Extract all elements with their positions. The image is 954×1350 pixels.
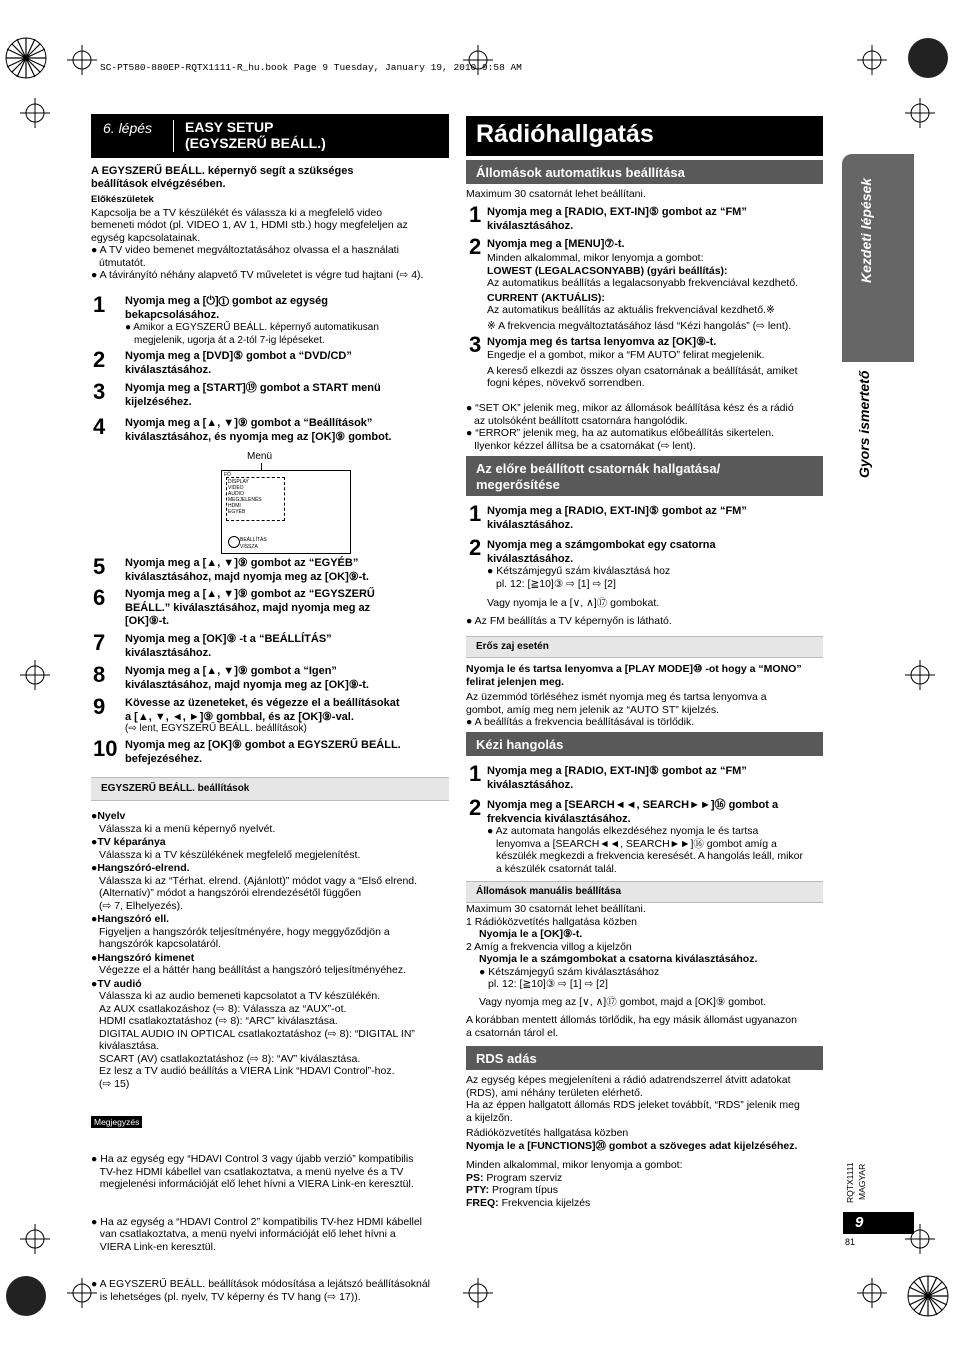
step-6-number: 6 xyxy=(93,585,106,610)
step-9-text: Kövesse az üzeneteket, és végezze el a beállításokat a [▲, ▼, ◄, ►]⑨ gombbal, és az [OK]⑨-val. xyxy=(125,697,400,723)
step-8-text: Nyomja meg a [▲, ▼]⑨ gombot a “Igen” kiválasztásához, majd nyomja meg az [OK]⑨-t. xyxy=(125,665,369,691)
step-4-number: 4 xyxy=(93,414,106,439)
step-heading-bar xyxy=(91,114,449,158)
step-5-text: Nyomja meg a [▲, ▼]⑨ gombot az “EGYÉB” kiválasztásához, majd nyomja meg az [OK]⑨-t. xyxy=(125,557,369,583)
preset-step-2-text: Nyomja meg a számgombokat egy csatorna kiválasztásához. xyxy=(487,539,716,565)
preparation-section: Előkészületek Kapcsolja be a TV készülékét és válassza ki a megfelelő video bemeneti módot (pl. VIDEO 1, AV 1, HDMI stb.) hogy megfeleljen az egység kapcsolatainak. ● A TV video bemenet megváltoztatásához olvassa el a használati útmutatót. ● A távirányító néhány alapvető TV műveletet is végre tud hajtani (⇨ 4). xyxy=(91,194,424,281)
setting-speaker-output-title: ●Hangszóró kimenet xyxy=(91,951,195,964)
registration-mark-bottom-right xyxy=(906,1274,950,1318)
section-manual-tuning: Kézi hangolás xyxy=(466,732,823,756)
screen-item-audio: AUDIO xyxy=(228,491,244,497)
auto-tuning-intro: Maximum 30 csatornát lehet beállítani. xyxy=(466,188,646,200)
crosshair-mark-left-middle xyxy=(20,660,50,690)
preset-bullet: ● Az FM beállítás a TV képernyőn is látható. xyxy=(466,615,672,627)
crosshair-mark-left-lower xyxy=(20,1224,50,1254)
manual-step-2-text: Nyomja meg a [SEARCH◄◄, SEARCH►►]⑯ gombot a frekvencia kiválasztásához. xyxy=(487,799,779,825)
registration-mark-top-left xyxy=(4,36,48,80)
manual-step-1-text: Nyomja meg a [RADIO, EXT-IN]⑤ gombot az “FM” kiválasztásához. xyxy=(487,765,747,791)
step-9-number: 9 xyxy=(93,694,106,719)
step-4-text: Nyomja meg a [▲, ▼]⑨ gombot a “Beállítások” kiválasztásához, és nyomja meg az [OK]⑨ gombot. xyxy=(125,417,392,443)
crosshair-mark-top-right xyxy=(857,45,887,75)
page-number-box xyxy=(843,1212,914,1234)
noise-section: Nyomja le és tartsa lenyomva a [PLAY MODE]⑩ -ot hogy a “MONO” felirat jelenjen meg. Az üzemmód törléséhez ismét nyomja meg és tartsa lenyomva a gombot, amíg meg nem jelenik az “AUTO ST” kijelzés. ● A beállítás a frekvencia beállításával is törlődik. xyxy=(466,663,802,728)
language-label: MAGYAR xyxy=(857,1163,867,1200)
manual-preset-section: Maximum 30 csatornát lehet beállítani. 1 Rádióközvetítés hallgatása közben Nyomja le a [OK]⑨-t. 2 Amíg a frekvencia villog a kijelzőn Nyomja le a számgombokat a csatorna kiválasztásához. ● Kétszámjegyű szám kiválasztásához pl. 12: [≧10]③ ⇨ [1] ⇨ [2] Vagy nyomja meg az [∨, ∧]⑰ gombot, majd a [OK]⑨ gombot. A korábban mentett állomás törlődik, ha egy másik állomást ugyanazon a csatornán tárol el. xyxy=(466,903,797,1039)
step-number: 6. lépés xyxy=(103,120,153,136)
tv-screen-illustration xyxy=(221,470,351,554)
radio-step-2-number: 2 xyxy=(469,234,482,259)
page-title-bar xyxy=(466,116,823,156)
screen-ok-icon xyxy=(228,536,240,548)
radio-step-2-notes: Minden alkalommal, mikor lenyomja a gombot: LOWEST (LEGALACSONYABB) (gyári beállítás): Az automatikus beállítás a legalacsonyabb frekvenciával kezdhető. CURRENT (AKTUÁLIS): Az automatikus beállítás az aktuális frekvenciával kezdhető.※ ※ A frekvencia megváltoztatásához lásd “Kézi hangolás” (⇨ lent). xyxy=(487,252,799,332)
manual-step-1-number: 1 xyxy=(469,761,482,786)
intro-text: A EGYSZERŰ BEÁLL. képernyő segít a szükséges beállítások elvégzésében. xyxy=(91,165,354,190)
notes-list: ● Ha az egység egy “HDAVI Control 3 vagy újabb verzió” kompatibilis TV-hez HDMI kábellel van csatlakoztatva, a menü nyelve és a TV megjelenési információját elő lehet hívni a VIERA Link-en keresztül. ● Ha az egység a “HDAVI Control 2” kompatibilis TV-hez HDMI kábellel van csatlakoztatva, a menü nyelvi információját elő lehet hívni a VIERA Link-en keresztül. ● A EGYSZERŰ BEÁLL. beállítások módosítása a lejátszó beállításoknál is lehetséges (pl. nyelv, TV képerny és TV hang (⇨ 17)). xyxy=(91,1153,431,1303)
step-2-number: 2 xyxy=(93,347,106,372)
step-10-text: Nyomja meg az [OK]⑨ gombot a EGYSZERŰ BEÁLL. befejezéséhez. xyxy=(125,739,401,765)
step-5-number: 5 xyxy=(93,554,106,579)
step-8-number: 8 xyxy=(93,662,106,687)
settings-section-bar: EGYSZERŰ BEÁLL. beállítások xyxy=(91,777,449,801)
section-preset-listening: Az előre beállított csatornák hallgatása/ megerősítése xyxy=(466,456,823,496)
preset-step-1-number: 1 xyxy=(469,501,482,526)
step-7-text: Nyomja meg a [OK]⑨ -t a “BEÁLLÍTÁS” kiválasztásához. xyxy=(125,633,332,659)
chapter-tab-label: Kezdeti lépések xyxy=(858,177,874,283)
radio-step-2-text: Nyomja meg a [MENU]⑦-t. xyxy=(487,238,625,250)
step-1-note: ● Amikor a EGYSZERŰ BEÁLL. képernyő automatikusan megjelenik, ugorja át a 2-tól 7-ig lépéseket. xyxy=(125,322,379,346)
setting-tv-audio-title: ●TV audió xyxy=(91,977,142,990)
preset-step-1-text: Nyomja meg a [RADIO, EXT-IN]⑤ gombot az “FM” kiválasztásához. xyxy=(487,505,747,531)
page-title: Rádióhallgatás xyxy=(476,120,654,148)
rds-section: Az egység képes megjeleníteni a rádió adatrendszerrel átvitt adatokat (RDS), ami néhány területen elérhető. Ha az éppen hallgatott állomás RDS jeleket továbbít, “RDS” jelenik meg a kijelzőn. Rádióközvetítés hallgatása közben Nyomja le a [FUNCTIONS]⑳ gombot a szöveges adat kijelzéséhez. Minden alkalommal, mikor lenyomja a gombot: PS: Program szerviz PTY: Program típus FREQ: Frekvencia kijelzés xyxy=(466,1074,800,1209)
setting-speaker-check-title: ●Hangszóró ell. xyxy=(91,913,170,925)
file-header: SC-PT580-880EP-RQTX1111-R_hu.book Page 9 Tuesday, January 19, 2010 9:58 AM xyxy=(100,62,522,73)
crosshair-mark-bottom-right xyxy=(857,1278,887,1308)
crosshair-mark-left-upper xyxy=(20,98,50,128)
step-10-number: 10 xyxy=(93,736,118,761)
menu-label: Menü xyxy=(247,451,273,462)
crosshair-mark-top-left xyxy=(67,45,97,75)
screen-item-other: EGYÉB xyxy=(228,509,246,515)
auto-tuning-bullets: ● “SET OK” jelenik meg, mikor az állomások beállítása kész és a rádió az utolsóként beállított csatornára hangolódik. ● “ERROR” jelenik meg, ha az automatikus előbeállítás sikertelen. Ilyenkor kézzel állítsa be a csatornákat (⇨ lent). xyxy=(466,402,794,452)
radio-step-1-text: Nyomja meg a [RADIO, EXT-IN]⑤ gombot az “FM” kiválasztásához. xyxy=(487,206,747,232)
radio-step-3-notes: Engedje el a gombot, mikor a “FM AUTO” felirat megjelenik. A kereső elkezdi az összes olyan csatornának a beállítását, amiket fogni képes, növekvő sorrendben. xyxy=(487,349,798,389)
screen-item-main: FŐ xyxy=(224,472,231,478)
radio-step-1-number: 1 xyxy=(469,202,482,227)
crosshair-mark-right-middle xyxy=(905,660,935,690)
screen-item-video: VIDEO xyxy=(228,485,244,491)
section-rds: RDS adás xyxy=(466,1046,823,1070)
chapter-tab xyxy=(842,154,914,362)
noise-bar: Erős zaj esetén xyxy=(466,636,823,658)
step-divider xyxy=(173,120,174,152)
manual-preset-bar: Állomások manuális beállítása xyxy=(466,881,823,903)
radio-step-3-text: Nyomja meg és tartsa lenyomva az [OK]⑨-t. xyxy=(487,336,717,348)
manual-step-2-notes: ● Az automata hangolás elkezdéséhez nyomja le és tartsa lenyomva a [SEARCH◄◄, SEARCH►►]⑯ gombot amíg a készülék megkezdi a frekvencia keresését. A hangolás leáll, mikor a készülék csatornát talál. xyxy=(487,825,803,875)
step-7-number: 7 xyxy=(93,630,106,655)
step-title: EASY SETUP (EGYSZERŰ BEÁLL.) xyxy=(185,119,326,151)
doc-code: RQTX1111 xyxy=(845,1162,855,1203)
screen-setting-label: BEÁLLÍTÁS xyxy=(240,537,267,543)
step-1-text: Nyomja meg a [⏻]① gombot az egység bekapcsolásához. xyxy=(125,295,328,321)
preset-step-2-notes: ● Kétszámjegyű szám kiválasztásá hoz pl. 12: [≧10]③ ⇨ [1] ⇨ [2] Vagy nyomja le a [∨, ∧]⑰ gombokat. xyxy=(487,565,671,609)
page-number: 9 xyxy=(855,1214,864,1231)
step-3-number: 3 xyxy=(93,379,106,404)
crosshair-mark-right-upper xyxy=(905,98,935,128)
radio-step-3-number: 3 xyxy=(469,332,482,357)
screen-item-display: DISPLAY xyxy=(228,479,249,485)
crosshair-mark-bottom-center xyxy=(463,1278,493,1308)
step-1-number: 1 xyxy=(93,292,106,317)
step-2-text: Nyomja meg a [DVD]⑤ gombot a “DVD/CD” kiválasztásához. xyxy=(125,350,352,376)
setting-aspect-title: ●TV képaránya xyxy=(91,836,166,848)
step-6-text: Nyomja meg a [▲, ▼]⑨ gombot az “EGYSZERŰ BEÁLL.” kiválasztásához, majd nyomja meg az [OK]⑨-t. xyxy=(125,588,375,627)
screen-back-label: VISSZA xyxy=(240,544,258,550)
quick-guide-label: Gyors ismertető xyxy=(856,370,872,478)
preset-step-2-number: 2 xyxy=(469,535,482,560)
manual-step-2-number: 2 xyxy=(469,795,482,820)
registration-mark-bottom-left xyxy=(4,1274,48,1318)
setting-speaker-layout-title: ●Hangszóró-elrend. xyxy=(91,862,190,874)
note-label: Megjegyzés xyxy=(91,1116,142,1128)
setting-language-title: ●Nyelv xyxy=(91,810,126,822)
section-auto-tuning: Állomások automatikus beállítása xyxy=(466,160,823,184)
step-3-text: Nyomja meg a [START]⑲ gombot a START menü kijelzéséhez. xyxy=(125,382,381,408)
step-9-note: (⇨ lent, EGYSZERŰ BEÁLL. beállítások) xyxy=(125,723,307,734)
settings-list: ●Nyelv Válassza ki a menü képernyő nyelvét. ●TV képaránya Válassza ki a TV készülékének megfelelő megjelenítést. ●Hangszóró-elrend. Válassza ki az “Térhat. elrend. (Ajánlott)” módot vagy a “Első elrend. (Alternatív)” módot a hangszórói elrendezésétől függően (⇨ 7, Elhelyezés). ●Hangszóró ell. Figyeljen a hangszórók teljesítményére, hogy meggyőződjön a hangszórók kapcsolatáról. ●Hangszóró kimenet Végezze el a háttér hang beállítást a hangszóró teljesítményéhez. ●TV audió Válassza ki az audio bemeneti kapcsolatot a TV készülékén. Az AUX csatlakozáshoz (⇨ 8): Válassza az “AUX”-ot. HDMI csatlakoztatáshoz (⇨ 8): “ARC” kiválasztása. DIGITAL AUDIO IN OPTICAL csatlakoztatáshoz (⇨ 8): “DIGITAL IN” kiválasztása. SCART (AV) csatlakoztatáshoz (⇨ 8): “AV” kiválasztása. Ez lesz a TV audió beállítás a VIERA Link “HDAVI Control”-hoz. (⇨ 15) xyxy=(91,810,451,1090)
screen-item-appearance: MEGJELENÉS xyxy=(228,497,262,503)
screen-item-hdmi: HDMI xyxy=(228,503,241,509)
registration-mark-top-right xyxy=(906,36,950,80)
sub-page-number: 81 xyxy=(845,1237,856,1247)
